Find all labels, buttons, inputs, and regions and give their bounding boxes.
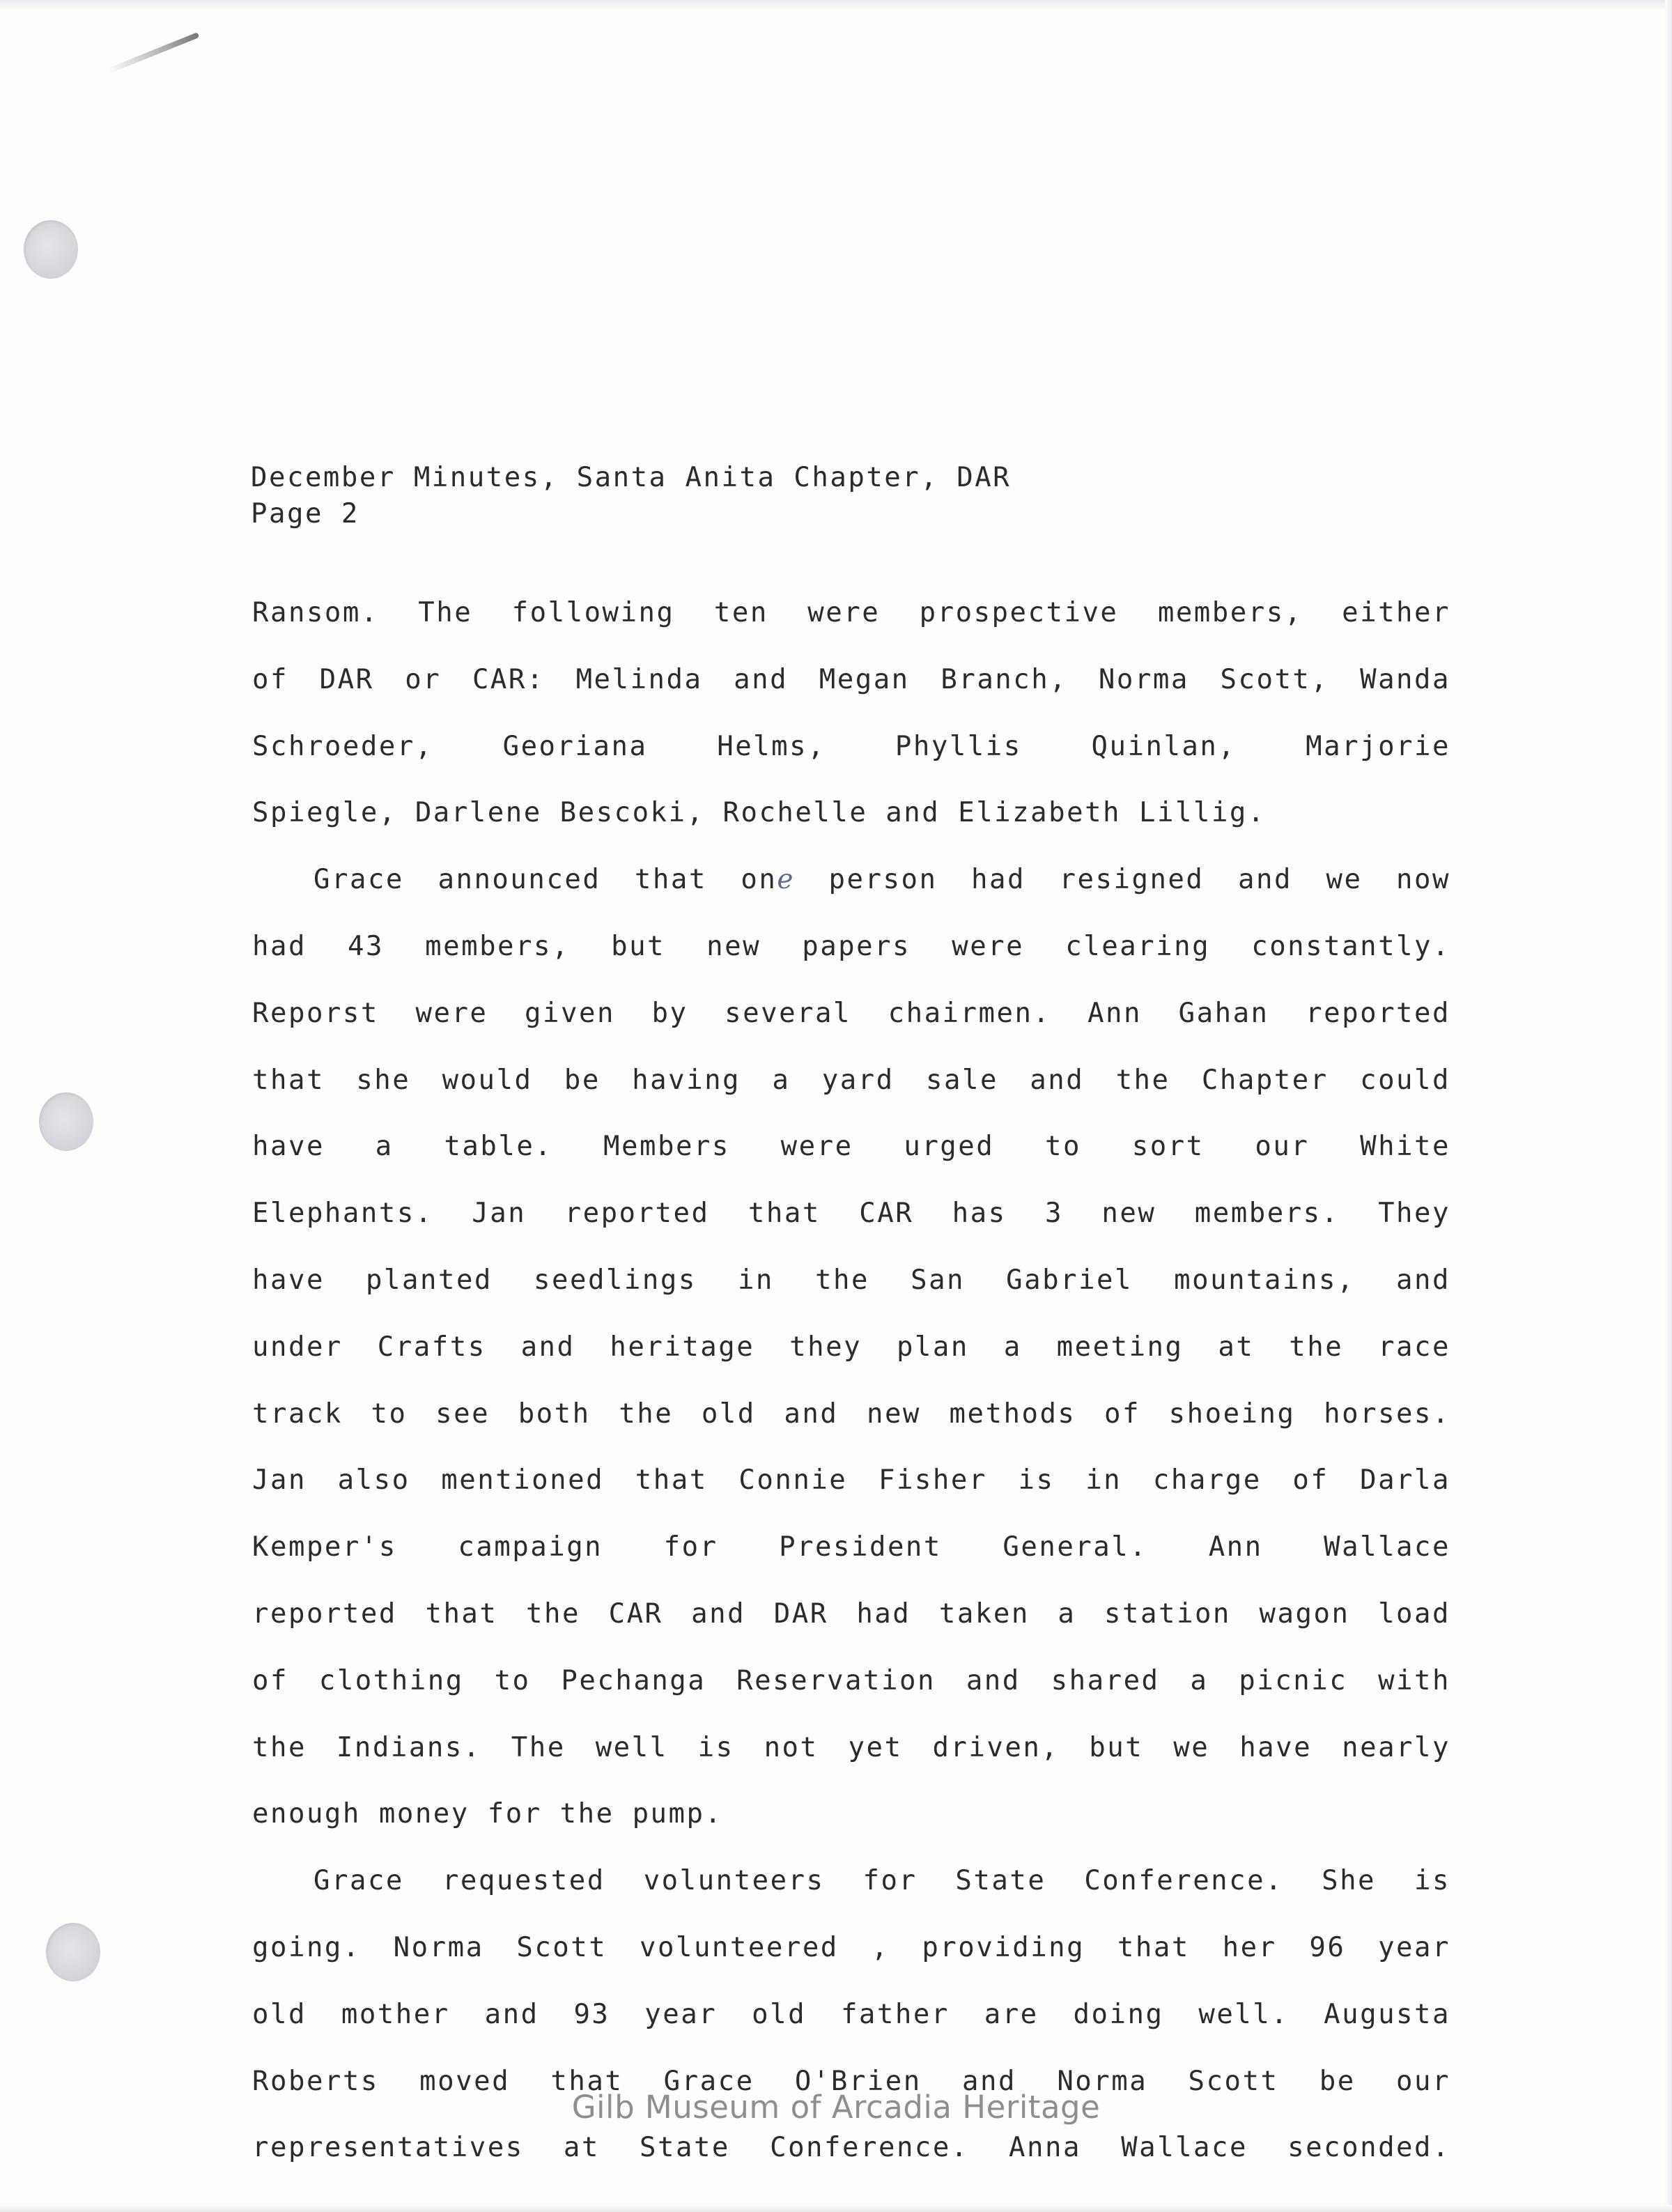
text-line: under Crafts and heritage they plan a meeting at the race bbox=[252, 1331, 1450, 1363]
document-title: December Minutes, Santa Anita Chapter, DAR bbox=[251, 462, 1012, 493]
punch-hole bbox=[46, 1923, 100, 1981]
text-line: the Indians. The well is not yet driven, but we have nearly bbox=[252, 1731, 1450, 1763]
text-line: Schroeder, Georiana Helms, Phyllis Quinlan, Marjorie bbox=[252, 730, 1450, 762]
page-edge-top bbox=[0, 0, 1672, 10]
museum-watermark: Gilb Museum of Arcadia Heritage bbox=[571, 2089, 1101, 2126]
document-header bbox=[251, 460, 1011, 532]
text-line: Kemper's campaign for President General. Ann Wallace bbox=[252, 1531, 1450, 1563]
punch-hole bbox=[24, 220, 78, 279]
text-line: going. Norma Scott volunteered , providing that her 96 year bbox=[252, 1931, 1450, 1963]
text-line: track to see both the old and new methods of shoeing horses. bbox=[252, 1398, 1450, 1430]
punch-hole bbox=[39, 1092, 93, 1151]
text-line: Spiegle, Darlene Bescoki, Rochelle and Elizabeth Lillig. bbox=[252, 797, 1266, 829]
page-number: Page 2 bbox=[251, 498, 359, 529]
handwritten-correction: e bbox=[777, 864, 795, 896]
text-line: enough money for the pump. bbox=[252, 1798, 723, 1830]
text-line: representatives at State Conference. Anna Wallace seconded. bbox=[252, 2132, 1450, 2164]
text-line: Jan also mentioned that Connie Fisher is in charge of Darla bbox=[252, 1464, 1450, 1496]
text-line: Roberts moved that Grace O'Brien and Norma Scott be our bbox=[252, 2065, 1450, 2097]
text-line: have planted seedlings in the San Gabriel mountains, and bbox=[252, 1264, 1450, 1296]
text-line bbox=[252, 859, 1450, 926]
text-line: Reporst were given by several chairmen. Ann Gahan reported bbox=[252, 997, 1450, 1029]
text-line: Elephants. Jan reported that CAR has 3 new members. They bbox=[252, 1198, 1450, 1230]
text-line: of clothing to Pechanga Reservation and shared a picnic with bbox=[252, 1664, 1450, 1696]
text-line: Ransom. The following ten were prospective members, either bbox=[252, 597, 1450, 628]
text-line: Grace requested volunteers for State Conference. She is bbox=[314, 1865, 1450, 1897]
text-line: reported that the CAR and DAR had taken a station wagon load bbox=[252, 1598, 1450, 1630]
text-line: have a table. Members were urged to sort our White bbox=[252, 1131, 1450, 1163]
text-line-end: person had resigned and we now bbox=[794, 864, 1450, 896]
text-line: of DAR or CAR: Melinda and Megan Branch, Norma Scott, Wanda bbox=[252, 663, 1450, 695]
text-line: old mother and 93 year old father are doing well. Augusta bbox=[252, 1998, 1450, 2030]
text-line: had 43 members, but new papers were clearing constantly. bbox=[252, 930, 1450, 962]
ink-smudge bbox=[107, 32, 200, 74]
text-line: that she would be having a yard sale and the Chapter could bbox=[252, 1064, 1450, 1096]
minutes-body bbox=[252, 592, 1450, 2194]
page-edge-right bbox=[1665, 0, 1672, 2212]
page-edge-bottom bbox=[0, 2205, 1672, 2212]
text-line-start: Grace announced that on bbox=[314, 864, 777, 896]
